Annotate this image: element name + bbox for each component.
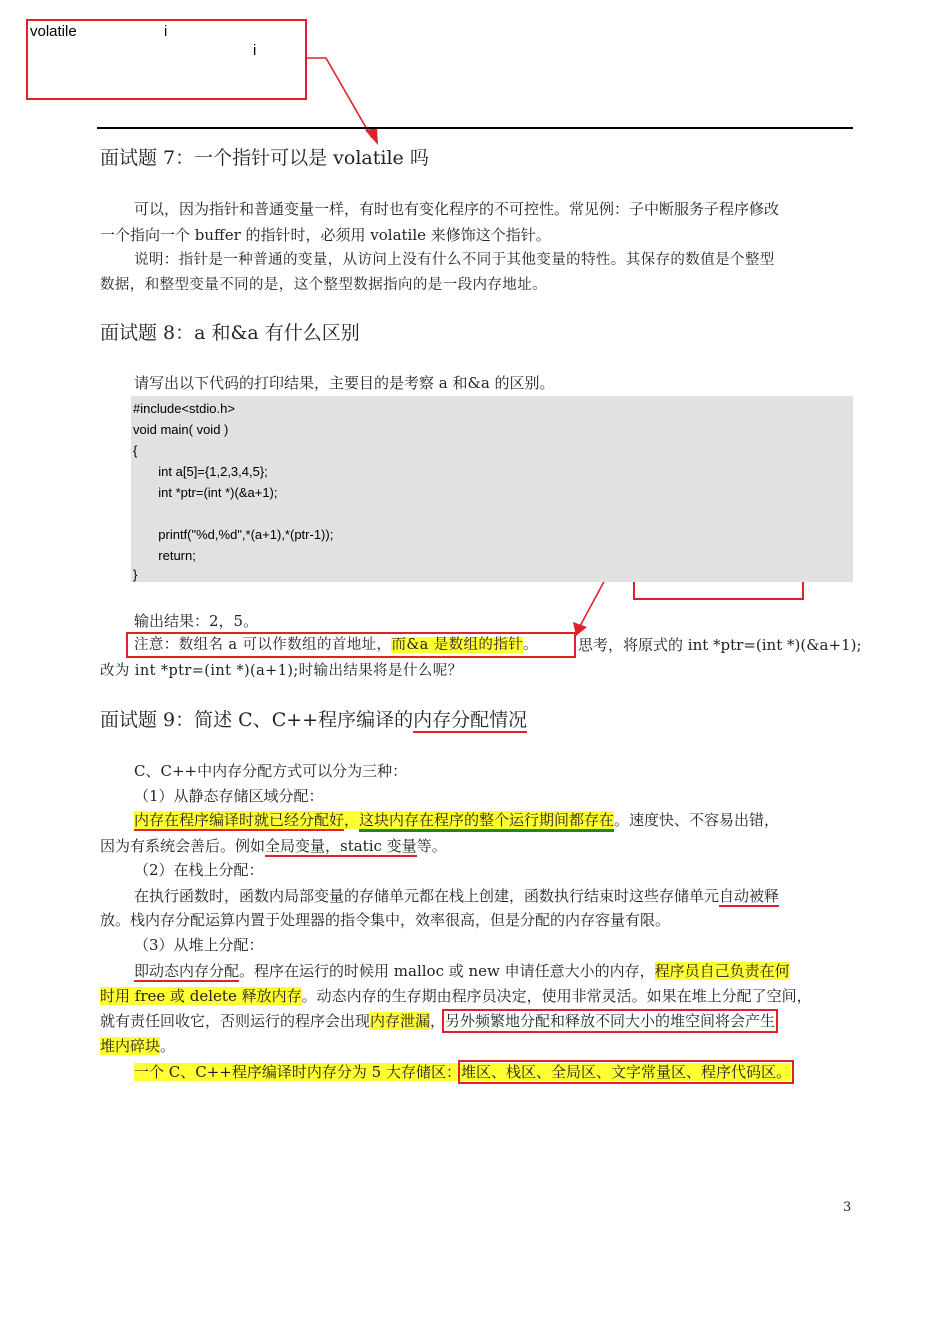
s3-line1-a: 。程序在运行的时候用 malloc 或 new 申请任意大小的内存， xyxy=(239,962,655,980)
comment-char-2: i xyxy=(253,42,257,59)
q9-intro: C、C++中内存分配方式可以分为三种： xyxy=(134,762,408,780)
q9-s2-line1 xyxy=(134,884,779,909)
q8-title: 面试题 8：a 和&a 有什么区别 xyxy=(100,322,360,344)
s3-line3-a: 就有责任回收它，否则运行的程序会出现 xyxy=(100,1012,371,1030)
q9-s2-title: （2）在栈上分配： xyxy=(134,861,264,879)
arrow-connector-top xyxy=(307,58,372,138)
note-highlight: 而&a 是数组的指针 xyxy=(391,637,524,653)
code-line-7: printf("%d,%d",*(a+1),*(ptr-1)); xyxy=(133,527,334,542)
s1-line2-b: 等。 xyxy=(416,837,447,855)
note-suffix: 。 xyxy=(523,637,539,653)
comment-word: volatile xyxy=(30,23,77,40)
q8-note-line1 xyxy=(134,633,538,658)
s1-comma: ， xyxy=(344,811,360,829)
q8-note-line2: 改为 int *ptr=(int *)(a+1);时输出结果将是什么呢？ xyxy=(100,663,463,679)
summary-boxed: 堆区、栈区、全局区、文字常量区、程序代码区。 xyxy=(460,1063,791,1081)
q8-note-rest: 思考，将原式的 int *ptr=(int *)(&a+1); xyxy=(578,636,862,654)
q7-p1-line1: 可以，因为指针和普通变量一样，有时也有变化程序的不可控性。常见例：子中断服务子程序修改 xyxy=(134,200,780,218)
q9-s3-line4 xyxy=(100,1034,175,1059)
q7-p2-line1: 说明：指针是一种普通的变量，从访问上没有什么不同于其他变量的特性。其保存的数值是个整型 xyxy=(134,252,775,268)
q9-s2-line2: 放。栈内存分配运算内置于处理器的指令集中，效率很高，但是分配的内存容量有限。 xyxy=(100,911,671,929)
code-line-8: return; xyxy=(133,548,196,563)
code-line-1: #include<stdio.h> xyxy=(133,401,235,416)
s1-line2-a: 因为有系统会善后。例如 xyxy=(100,837,266,855)
q9-title-text: 面试题 9：简述 C、C++程序编译的 xyxy=(100,709,414,731)
q9-s3-line2 xyxy=(100,984,812,1009)
s3-line2-a: 。动态内存的生存期由程序员决定，使用非常灵活。如果在堆上分配了空间， xyxy=(301,987,812,1005)
q7-p1-line2: 一个指向一个 buffer 的指针时，必须用 volatile 来修饰这个指针。 xyxy=(100,226,551,244)
q9-title xyxy=(100,707,527,733)
s2-line1-underlined: 自动被释 xyxy=(719,887,780,905)
s3-line3-boxed: 另外频繁地分配和释放不同大小的堆空间将会产生 xyxy=(445,1012,776,1030)
note-prefix: 注意：数组名 a 可以作数组的首地址， xyxy=(134,637,392,653)
s1-rest: 。速度快、不容易出错， xyxy=(614,811,780,829)
q9-summary xyxy=(134,1060,791,1085)
s3-line3-comma: ， xyxy=(430,1012,446,1030)
s1-highlight-b: 这块内存在程序的整个运行期间都存在 xyxy=(359,811,614,832)
page-number: 3 xyxy=(843,1200,852,1215)
q9-s1-line2 xyxy=(100,834,447,859)
code-line-2: void main( void ) xyxy=(133,422,229,437)
s3-line4-end: 。 xyxy=(160,1037,176,1055)
arrow-head-top xyxy=(365,128,378,145)
s3-line1-underlined: 即动态内存分配 xyxy=(134,962,240,980)
q9-s3-title: （3）从堆上分配： xyxy=(134,936,264,954)
code-block xyxy=(131,396,853,582)
s3-line3-highlight: 内存泄漏 xyxy=(370,1012,431,1030)
code-line-3: { xyxy=(133,443,138,458)
comment-char-1: i xyxy=(164,23,168,40)
q7-title: 面试题 7：一个指针可以是 volatile 吗 xyxy=(100,147,429,169)
s3-line4-highlight: 堆内碎块 xyxy=(100,1037,161,1055)
q9-s1-title: （1）从静态存储区域分配： xyxy=(134,787,324,805)
code-line-4: int a[5]={1,2,3,4,5}; xyxy=(133,464,268,479)
summary-highlight: 一个 C、C++程序编译时内存分为 5 大存储区： xyxy=(134,1063,461,1081)
q7-p2-line2: 数据，和整型变量不同的是，这个整型数据指向的是一段内存地址。 xyxy=(100,277,547,293)
comment-box-top xyxy=(26,19,307,100)
s3-line1-highlight: 程序员自己负责在何 xyxy=(654,962,790,980)
header-rule xyxy=(97,127,853,129)
s1-highlight-a: 内存在程序编译时就已经分配好 xyxy=(134,811,345,829)
q9-title-underlined: 内存分配情况 xyxy=(413,709,528,731)
s1-line2-underlined: 全局变量，static 变量 xyxy=(265,837,417,855)
s2-line1-a: 在执行函数时，函数内局部变量的存储单元都在栈上创建，函数执行结束时这些存储单元 xyxy=(134,887,720,905)
s3-line2-highlight: 时用 free 或 delete 释放内存 xyxy=(100,987,302,1005)
code-line-9: } xyxy=(133,567,138,582)
code-line-5: int *ptr=(int *)(&a+1); xyxy=(133,485,278,500)
q8-output: 输出结果：2，5。 xyxy=(134,612,259,630)
q8-intro: 请写出以下代码的打印结果，主要目的是考察 a 和&a 的区别。 xyxy=(134,374,555,392)
q9-s3-line1 xyxy=(134,959,790,984)
q9-s3-line3 xyxy=(100,1009,775,1034)
q9-s1-line1 xyxy=(134,808,779,833)
